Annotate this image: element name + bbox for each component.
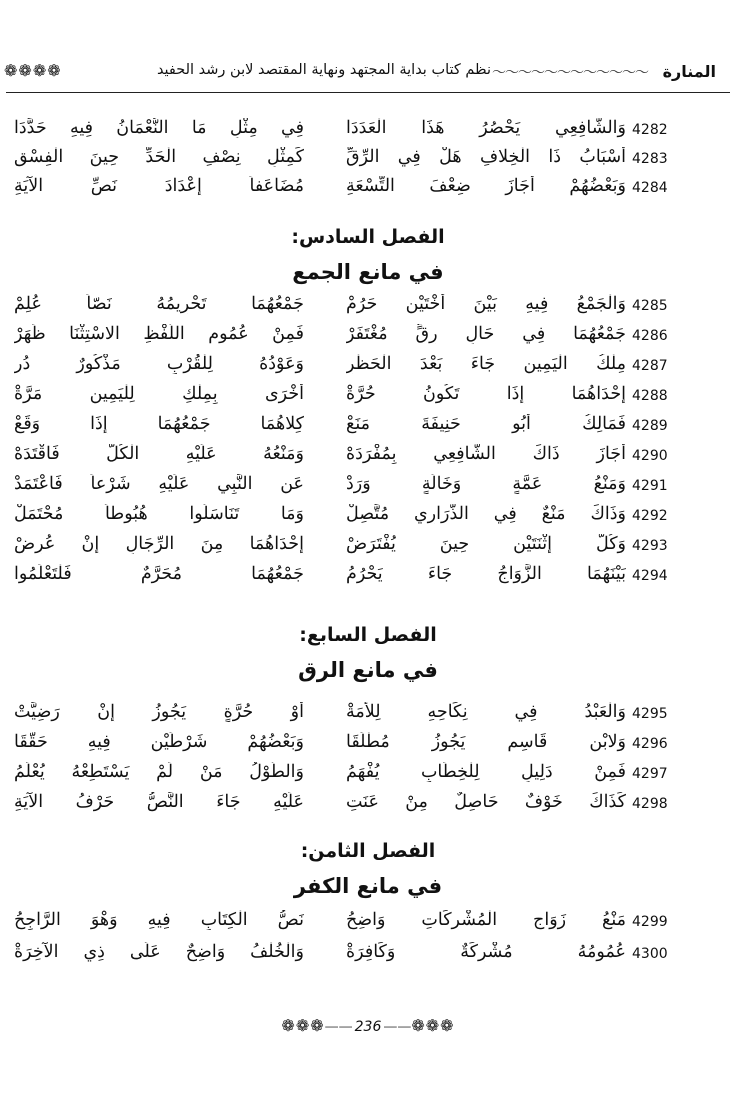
header-book-name: المنارة bbox=[662, 62, 716, 81]
header-wave-ornament: 〜〜〜〜〜〜〜〜〜〜〜〜 bbox=[492, 65, 648, 81]
verse-row bbox=[0, 790, 736, 820]
footer-dash-left: —— bbox=[324, 1019, 353, 1035]
verse-second-hemistich: مُضَاعَفاً إِعْدَادَ نَصِّ الآيَةِ bbox=[14, 176, 304, 196]
verse-second-hemistich: كِلاهُمَا جَمْعُهُمَا إِذَا وَقَعْ bbox=[14, 414, 304, 434]
footer-dash-right: —— bbox=[383, 1019, 412, 1035]
verse-row bbox=[0, 940, 736, 970]
verse-row bbox=[0, 730, 736, 760]
verse-row bbox=[0, 382, 736, 412]
verse-row bbox=[0, 116, 736, 146]
verse-number: 4286 bbox=[632, 328, 668, 344]
header-title: نظم كتاب بداية المجتهد ونهاية المقتصد لابن رشد الحفيد bbox=[156, 62, 491, 78]
section-heading: الفصل الثامن: bbox=[300, 840, 436, 862]
verse-number: 4298 bbox=[632, 796, 668, 812]
verse-number: 4296 bbox=[632, 736, 668, 752]
verse-second-hemistich: نَصُّ الْكِتَابِ فِيهِ وَهْوَ الرَّاجِحُ bbox=[14, 910, 304, 930]
verse-first-hemistich: وَالْعَبْدُ فِي نِكَاحِهِ لِلأَمَةْ bbox=[346, 702, 626, 722]
verse-first-hemistich: جَمْعُهُمَا فِي حَالِ رِقٍّ مُغْتَفَرْ bbox=[346, 324, 626, 344]
verse-row bbox=[0, 760, 736, 790]
verse-row bbox=[0, 562, 736, 592]
verse-number: 4299 bbox=[632, 914, 668, 930]
section-heading: الفصل السابع: bbox=[299, 624, 437, 646]
verse-number: 4284 bbox=[632, 180, 668, 196]
page-footer bbox=[0, 1016, 736, 1035]
verse-second-hemistich: وَمَا تَنَاسَلُوا هُبُوطاً مُحْتَمَلْ bbox=[14, 504, 304, 524]
verse-number: 4285 bbox=[632, 298, 668, 314]
verse-first-hemistich: مَنْعُ زَوَاجِ الْمُشْرِكَاتِ وَاضِحُ bbox=[346, 910, 626, 930]
verse-second-hemistich: كَمِثْلِ نِصْفِ الْحَدِّ حِينَ الْفِسْقِ bbox=[14, 147, 304, 167]
verse-second-hemistich: إِحْدَاهُمَا مِنَ الرِّجَالِ إِنْ عُرِضْ bbox=[14, 534, 304, 554]
verse-first-hemistich: مِلْكُ الْيَمِينِ جَاءَ بَعْدَ الْحَظْرِ bbox=[346, 354, 626, 374]
verse-row bbox=[0, 908, 736, 938]
verse-row bbox=[0, 442, 736, 472]
verse-row bbox=[0, 145, 736, 175]
verse-row bbox=[0, 352, 736, 382]
verse-number: 4292 bbox=[632, 508, 668, 524]
verse-number: 4288 bbox=[632, 388, 668, 404]
verse-number: 4290 bbox=[632, 448, 668, 464]
verse-number: 4291 bbox=[632, 478, 668, 494]
verse-number: 4283 bbox=[632, 151, 668, 167]
verse-first-hemistich: أَسْبَابُ ذَا الْخِلافِ هَلْ فِي الرِّقِّ bbox=[346, 147, 626, 167]
section-subheading: في مانع الرق bbox=[298, 658, 438, 682]
header-flower-icon: ❁❁❁❁ bbox=[4, 61, 62, 80]
verse-first-hemistich: بَيْنَهُمَا الزَّوَاجُ جَاءَ يَحْرُمُ bbox=[346, 564, 626, 584]
verse-number: 4293 bbox=[632, 538, 668, 554]
verse-second-hemistich: أُخْرَى بِمِلْكِ لِلْيَمِينِ مَرَّةْ bbox=[14, 384, 304, 404]
footer-flower-right-icon: ❁❁❁ bbox=[411, 1016, 455, 1035]
verse-first-hemistich: وَكُلُّ إِثْنَتَيْنِ حِينَ يُفْتَرَضْ bbox=[346, 534, 626, 554]
verse-second-hemistich: فِي مِثْلِ مَا النُّعْمَانُ فِيهِ حَدَّدَا bbox=[14, 118, 304, 138]
header-rule bbox=[6, 92, 730, 93]
page-number: 236 bbox=[354, 1019, 382, 1035]
verse-second-hemistich: وَالطَّوْلُ مَنْ لَمْ يَسْتَطِعْهُ يُعْلَمُ bbox=[14, 762, 304, 782]
verse-number: 4295 bbox=[632, 706, 668, 722]
verse-row bbox=[0, 502, 736, 532]
verse-number: 4294 bbox=[632, 568, 668, 584]
section-heading: الفصل السادس: bbox=[291, 226, 445, 248]
verse-row bbox=[0, 322, 736, 352]
page-header bbox=[0, 58, 736, 90]
verse-second-hemistich: عَلَيْهِ جَاءَ النَّصُّ حَرْفُ الآيَةِ bbox=[14, 792, 304, 812]
verse-first-hemistich: إِحْدَاهُمَا إِذَا تَكُونُ حُرَّةْ bbox=[346, 384, 626, 404]
verse-second-hemistich: وَمَنْعُهُ عَلَيْهِ الْكُلُّ فَاقْتَدَهْ bbox=[14, 444, 304, 464]
verse-row bbox=[0, 700, 736, 730]
verse-first-hemistich: كَذَاكَ خَوْفٌ حَاصِلٌ مِنْ عَنَتِ bbox=[346, 792, 626, 812]
verse-second-hemistich: فَمِنْ عُمُومِ اللَّفْظِ الاسْتِثْنَا ظَهَرْ bbox=[14, 324, 304, 344]
verse-second-hemistich: عَنِ النَّبِي عَلَيْهِ شَرْعاً فَاعْتَمَدْ bbox=[14, 474, 304, 494]
verse-row bbox=[0, 292, 736, 322]
verse-first-hemistich: فَمَالِكُ أَبُو حَنِيفَةَ مَنَعْ bbox=[346, 414, 626, 434]
verse-second-hemistich: وَبَعْضُهُمْ شَرْطَيْنِ فِيهِ حَقَّقَا bbox=[14, 732, 304, 752]
verse-second-hemistich: أَوْ حُرَّةٍ يَجُوزُ إِنْ رَضِيَّتْ bbox=[14, 702, 304, 722]
verse-second-hemistich: وَالْخُلْفُ وَاضِحٌ عَلَى ذِي الآخِرَةْ bbox=[14, 942, 304, 962]
verse-number: 4289 bbox=[632, 418, 668, 434]
verse-first-hemistich: فَمِنْ دَلِيلٍ لِلْخِطَابِ يُفْهَمُ bbox=[346, 762, 626, 782]
verse-second-hemistich: جَمْعُهُمَا تَحْرِيمُهُ نَصّاً عُلِمْ bbox=[14, 294, 304, 314]
verse-first-hemistich: وَبَعْضُهُمْ أَجَازَ ضِعْفَ التِّسْعَةِ bbox=[346, 176, 626, 196]
verse-first-hemistich: وَالْجَمْعُ فِيهِ بَيْنَ أُخْتَيْنِ حَرُمْ bbox=[346, 294, 626, 314]
verse-second-hemistich: وَعَوْدُهُ لِلْقُرْبِ مَذْكُورٌ دُرِ bbox=[14, 354, 304, 374]
verse-first-hemistich: وَذَاكَ مَنْعٌ فِي الذَّرَارِي مُتَّصِلْ bbox=[346, 504, 626, 524]
section-subheading: في مانع الكفر bbox=[293, 874, 443, 898]
verse-first-hemistich: أَجَازَ ذَاكَ الشَّافِعِي بِمُفْرَدَهْ bbox=[346, 444, 626, 464]
verse-row bbox=[0, 174, 736, 204]
verse-first-hemistich: وَلابْنِ قَاسِمٍ يَجُوزُ مُطْلَقَا bbox=[346, 732, 626, 752]
verse-number: 4287 bbox=[632, 358, 668, 374]
verse-first-hemistich: وَالشَّافِعِي يَحْصُرُ هَذَا الْعَدَدَا bbox=[346, 118, 626, 138]
verse-row bbox=[0, 412, 736, 442]
section-subheading: في مانع الجمع bbox=[292, 260, 444, 284]
verse-number: 4297 bbox=[632, 766, 668, 782]
verse-first-hemistich: عُمُومُهُ مُشْرِكَةٌ وَكَافِرَةْ bbox=[346, 942, 626, 962]
verse-second-hemistich: جَمْعُهُمَا مُحَرَّمٌ فَلْتَعْلَمُوا bbox=[14, 564, 304, 584]
verse-number: 4282 bbox=[632, 122, 668, 138]
footer-flower-left-icon: ❁❁❁ bbox=[281, 1016, 325, 1035]
verse-row bbox=[0, 472, 736, 502]
verse-row bbox=[0, 532, 736, 562]
verse-number: 4300 bbox=[632, 946, 668, 962]
verse-first-hemistich: وَمَنْعُ عَمَّةٍ وَخَالَةٍ وَرَدْ bbox=[346, 474, 626, 494]
